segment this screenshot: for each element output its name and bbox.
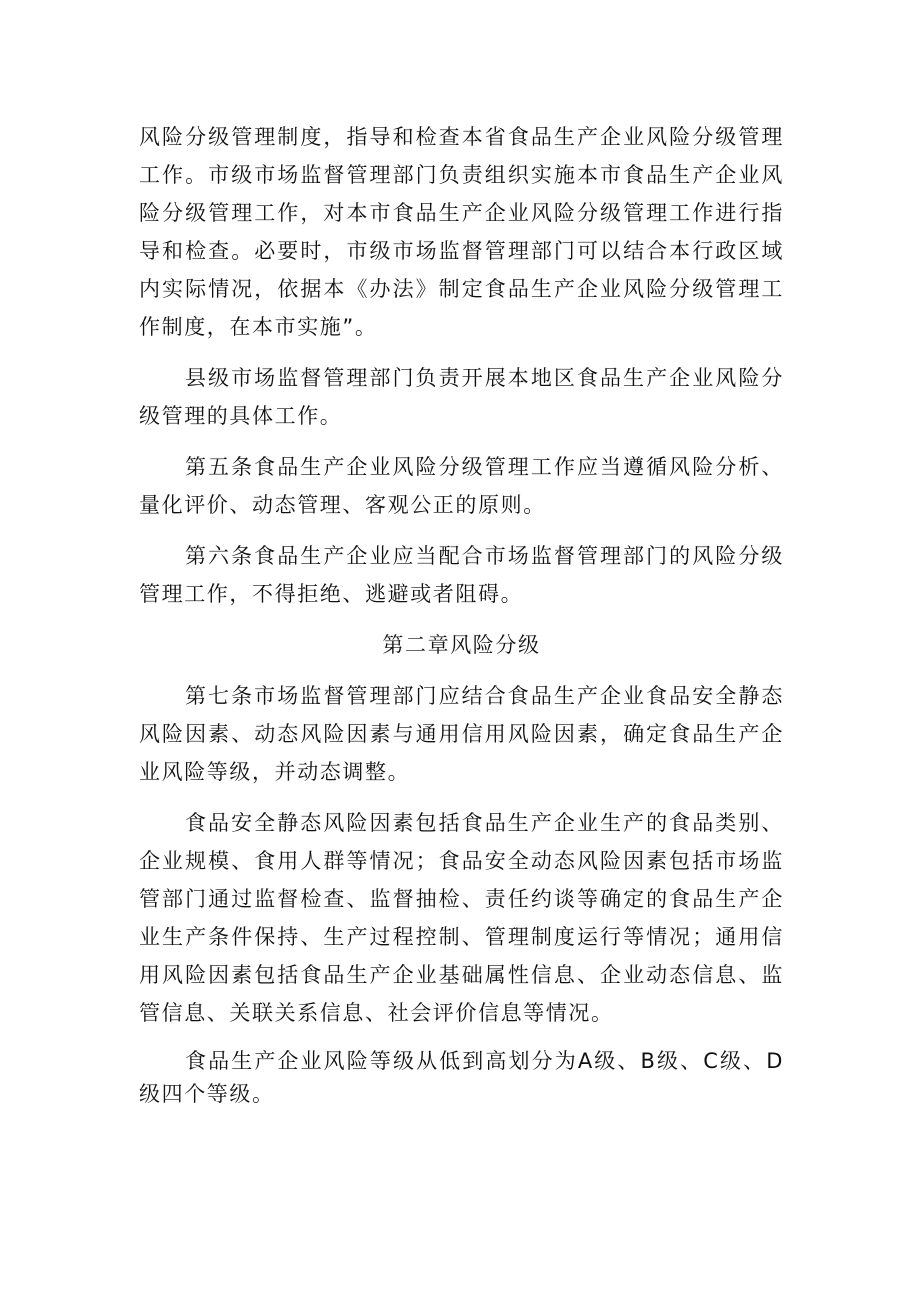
document-body xyxy=(139,118,784,1124)
paragraph-continuation: 风险分级管理制度，指导和检查本省食品生产企业风险分级管理工作。市级市场监督管理部门负责组织实施本市食品生产企业风险分级管理工作，对本市食品生产企业风险分级管理工作进行指导和检查。必要时，市级市场监督管理部门可以结合本行政区域内实际情况，依据本《办法》制定食品生产企业风险分级管理工作制度，在本市实施”。 xyxy=(139,125,784,339)
paragraph-risk-factors: 食品安全静态风险因素包括食品生产企业生产的食品类别、企业规模、食用人群等情况；食品安全动态风险因素包括市场监管部门通过监督检查、监督抽检、责任约谈等确定的食品生产企业生产条件保持、生产过程控制、管理制度运行等情况；通用信用风险因素包括食品生产企业基础属性信息、企业动态信息、监管信息、关联关系信息、社会评价信息等情况。 xyxy=(139,811,784,1025)
paragraph-article-6: 第六条食品生产企业应当配合市场监督管理部门的风险分级管理工作，不得拒绝、逃避或者阻碍。 xyxy=(139,544,784,606)
paragraph-article-5: 第五条食品生产企业风险分级管理工作应当遵循风险分析、量化评价、动态管理、客观公正的原则。 xyxy=(139,455,784,517)
chapter-title: 第二章风险分级 xyxy=(382,633,541,657)
paragraph-county-level: 县级市场监督管理部门负责开展本地区食品生产企业风险分级管理的具体工作。 xyxy=(139,366,784,428)
paragraph-article-7: 第七条市场监督管理部门应结合食品生产企业食品安全静态风险因素、动态风险因素与通用信用风险因素，确定食品生产企业风险等级，并动态调整。 xyxy=(139,684,784,784)
paragraph-risk-levels: 食品生产企业风险等级从低到高划分为A级、B级、C级、D级四个等级。 xyxy=(139,1049,784,1106)
